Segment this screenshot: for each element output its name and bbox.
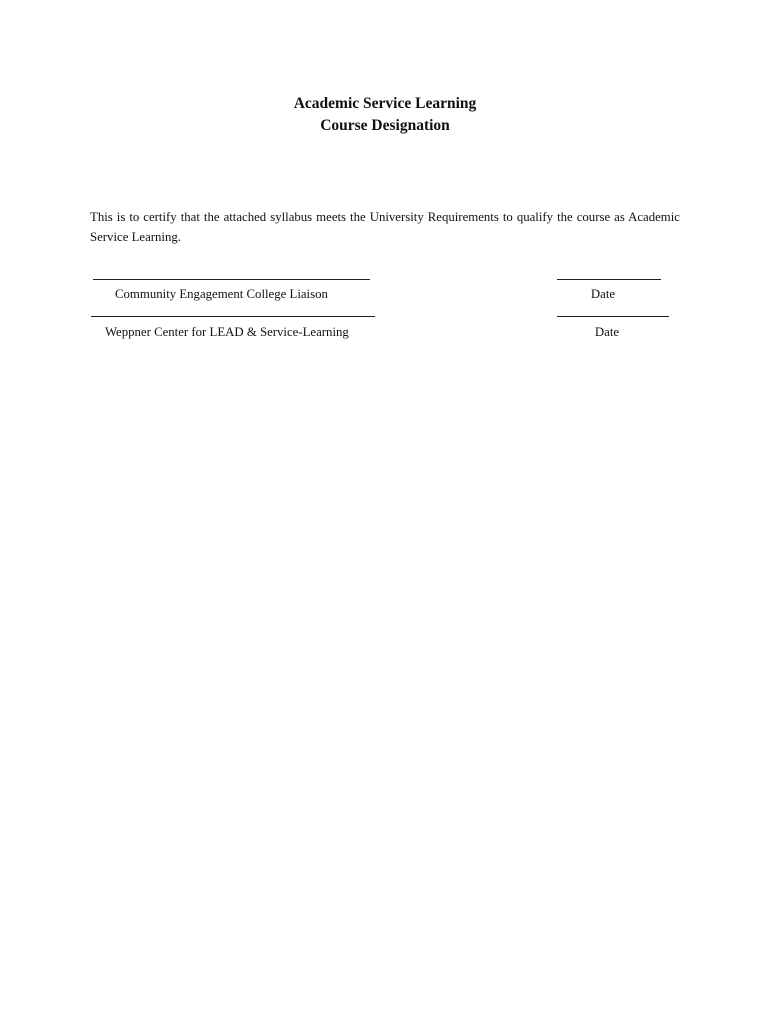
- title-line-2: Course Designation: [320, 117, 450, 134]
- weppner-date-label: Date: [594, 325, 620, 339]
- liaison-signature-label: Community Engagement College Liaison: [115, 287, 328, 301]
- title-line-1: Academic Service Learning: [293, 95, 477, 112]
- certification-statement: This is to certify that the attached syllabus meets the University Requirements to qualify the course as Academic Service Learning.: [90, 210, 680, 244]
- weppner-signature-line[interactable]: [91, 316, 375, 317]
- liaison-date-label: Date: [590, 287, 616, 301]
- document-title: [0, 93, 770, 137]
- weppner-signature-label: Weppner Center for LEAD & Service-Learning: [105, 325, 349, 339]
- liaison-date-line[interactable]: [557, 279, 661, 280]
- liaison-signature-line[interactable]: [93, 279, 370, 280]
- weppner-date-line[interactable]: [557, 316, 669, 317]
